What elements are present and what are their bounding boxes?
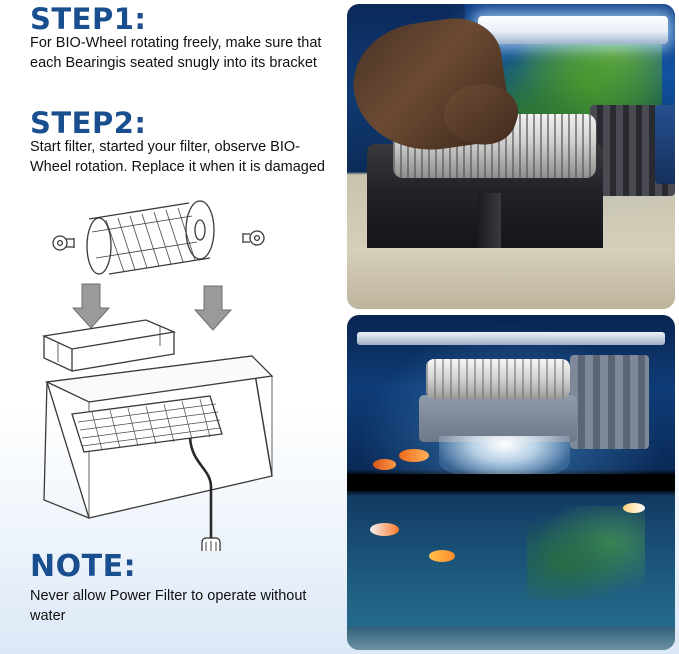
- diagram-svg: [14, 186, 334, 551]
- note-body-text: Never allow Power Filter to operate without water: [30, 588, 307, 624]
- step1-body-text: For BIO-Wheel rotating freely, make sure that each Bearingis seated snugly into its bracket: [30, 35, 322, 71]
- fish: [429, 550, 455, 562]
- step1-heading: STEP1:: [30, 2, 147, 36]
- filter-running-in-aquarium-photo: [347, 315, 675, 650]
- photo-band-divider: [347, 474, 675, 491]
- bio-wheel: [426, 359, 570, 399]
- aquarium-substrate: [347, 627, 675, 650]
- countertop: [347, 248, 675, 309]
- bio-wheel-part: [87, 201, 214, 274]
- down-arrow-left: [73, 284, 109, 328]
- hand-installing-bio-wheel-on-filter-photo: [347, 4, 675, 309]
- aquarium-rim: [357, 332, 665, 345]
- right-bearing-part: [243, 231, 264, 245]
- aquarium-light-bar: [478, 16, 668, 43]
- power-filter-assembly-exploded-diagram: [14, 186, 334, 551]
- note-heading: NOTE:: [30, 549, 137, 584]
- left-bearing-part: [53, 236, 74, 250]
- step2-heading: STEP2:: [30, 106, 147, 140]
- intake-strainer-part: [202, 538, 220, 551]
- water-outflow: [439, 436, 570, 480]
- filter-cartridges: [570, 355, 649, 449]
- fish: [373, 459, 396, 470]
- step2-body-text: Start filter, started your filter, observe BIO-Wheel rotation. Replace it when it is damaged: [30, 139, 325, 175]
- aquarium-plants: [527, 506, 645, 600]
- bio-wheel-end-cap: [655, 105, 675, 184]
- down-arrow-right: [195, 286, 231, 330]
- wheel-bracket-part: [44, 320, 174, 371]
